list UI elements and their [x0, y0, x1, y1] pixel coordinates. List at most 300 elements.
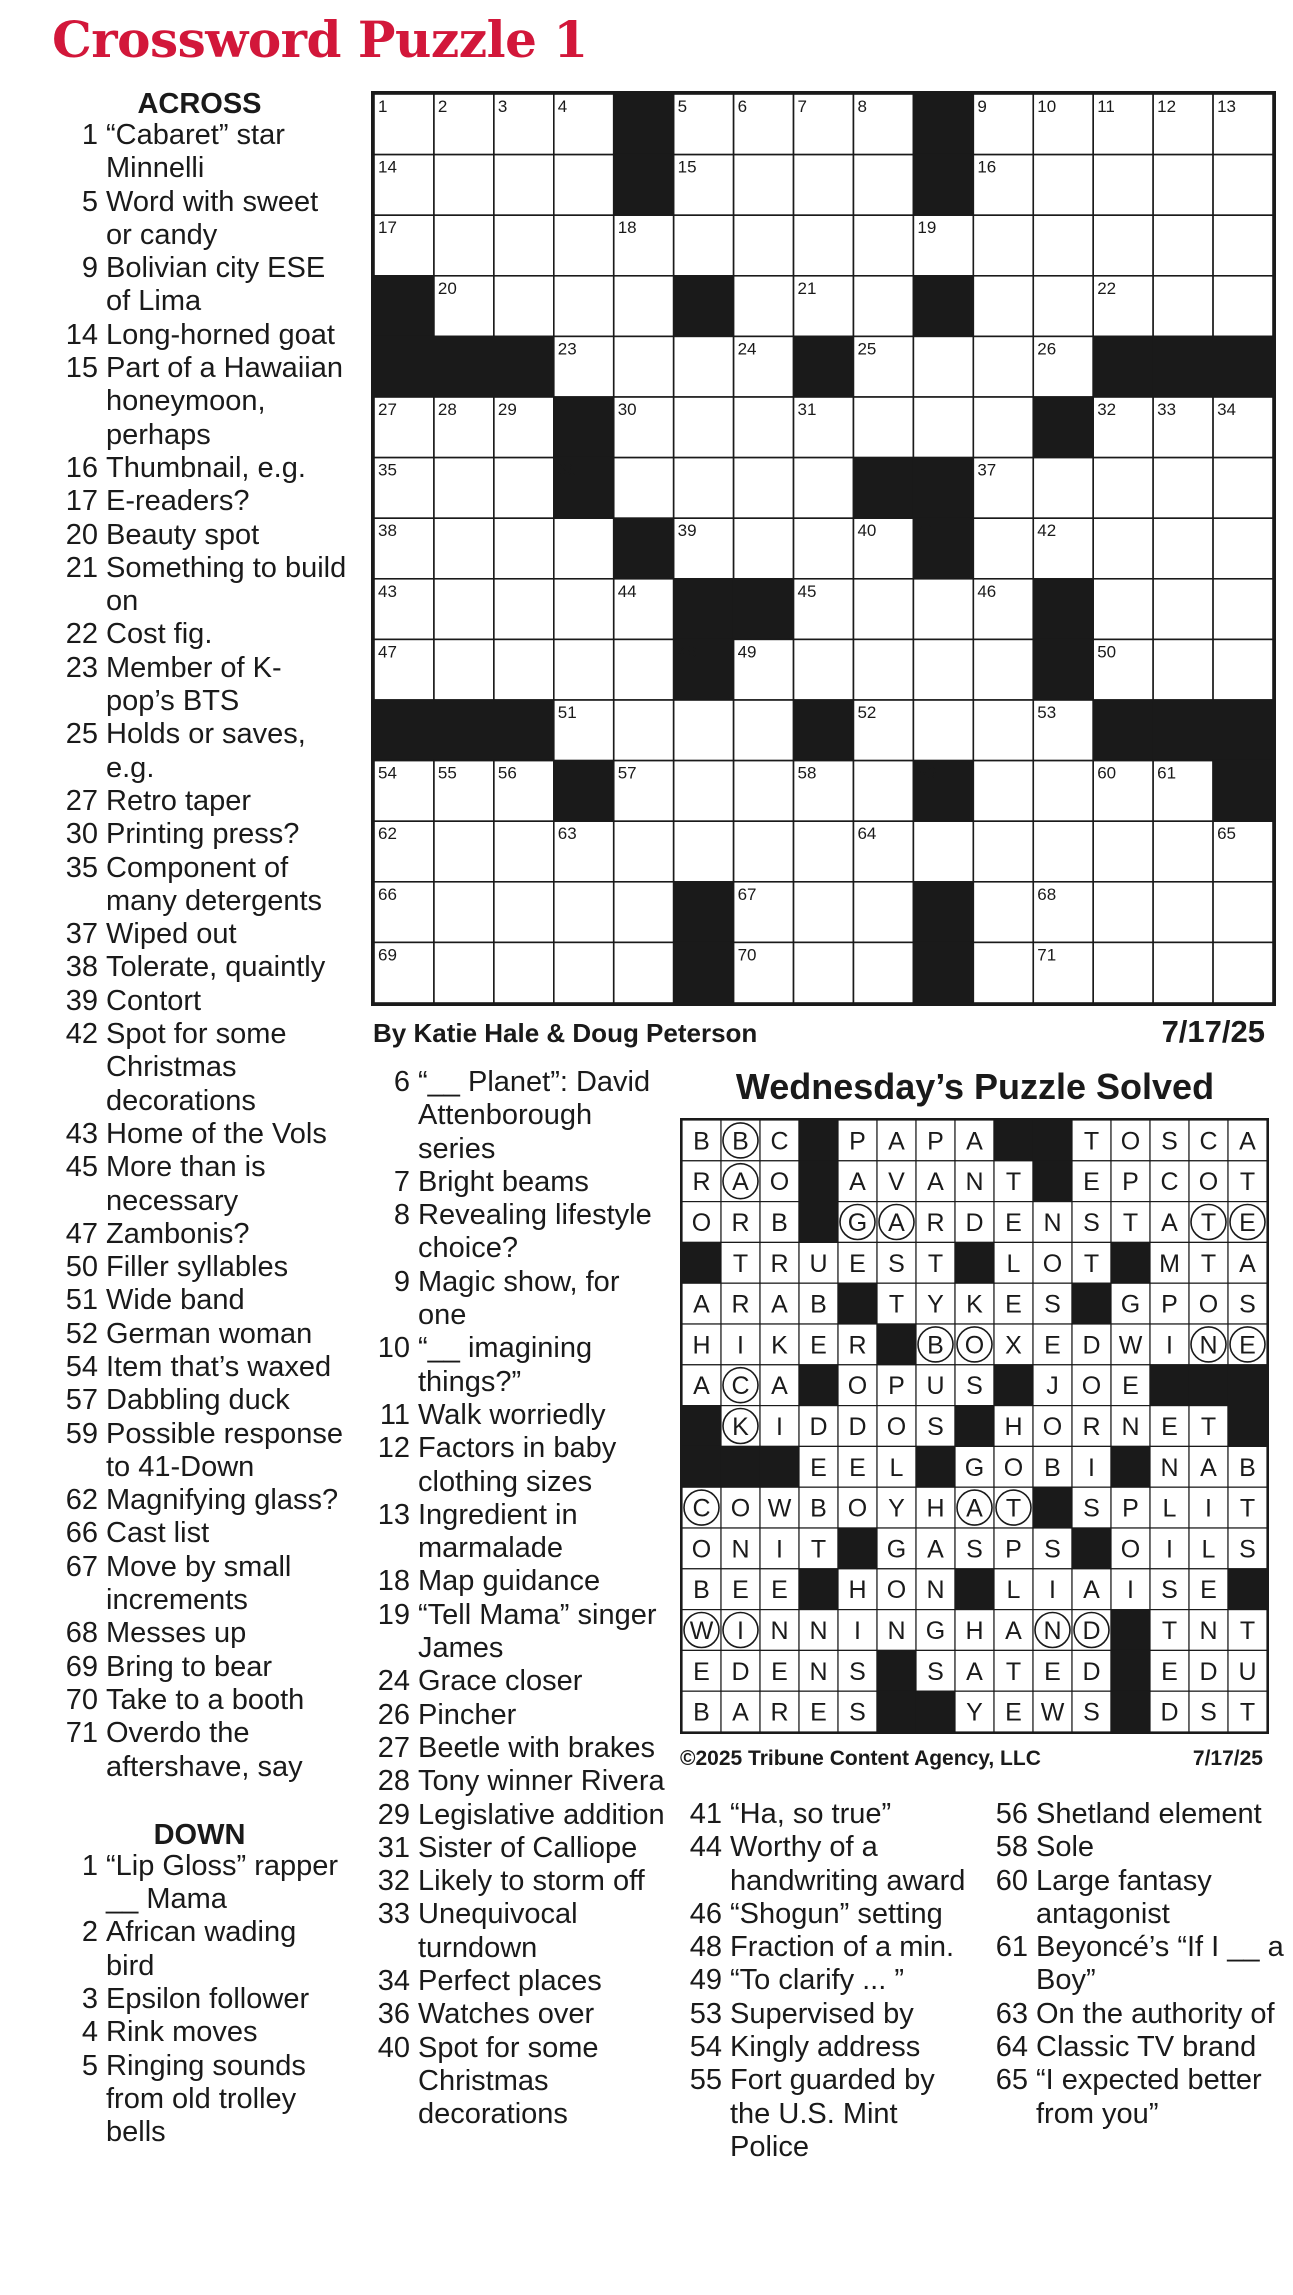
solution-letter: O: [847, 1494, 868, 1523]
grid-cell[interactable]: [674, 458, 734, 519]
clue-number: 67: [65, 1550, 98, 1583]
clue-item: [370, 1066, 670, 1166]
solution-letter: I: [1166, 1535, 1173, 1564]
clue-item: [52, 718, 347, 785]
clue-item: [52, 1351, 347, 1384]
clue-text: Revealing lifestyle choice?: [418, 1199, 652, 1265]
down-clues-column-4: [986, 1798, 1286, 2131]
grid-cell[interactable]: [434, 579, 494, 640]
solution-black-square: [955, 1242, 994, 1283]
grid-cell[interactable]: [913, 336, 973, 397]
clue-item: [370, 1332, 670, 1399]
clue-number: 22: [65, 618, 98, 651]
cell-number: 65: [1217, 824, 1236, 844]
grid-cell[interactable]: [674, 397, 734, 458]
cell-number: 2: [437, 97, 448, 116]
grid-cell[interactable]: [794, 458, 854, 519]
grid-cell[interactable]: [1093, 579, 1153, 640]
solution-letter: I: [1205, 1494, 1212, 1523]
grid-cell[interactable]: [1033, 155, 1093, 216]
grid-cell[interactable]: [554, 155, 614, 216]
grid-cell[interactable]: [554, 276, 614, 337]
grid-cell[interactable]: [434, 215, 494, 276]
clue-item: [986, 2031, 1286, 2064]
grid-cell[interactable]: [853, 761, 913, 822]
grid-cell[interactable]: [913, 700, 973, 761]
clue-text: Printing press?: [106, 818, 300, 851]
grid-cell[interactable]: [1153, 579, 1213, 640]
grid-cell[interactable]: [973, 882, 1033, 943]
down-heading: DOWN: [153, 1818, 246, 1851]
clue-text: Spot for some Christmas decorations: [418, 2031, 599, 2131]
solution-letter: O: [691, 1535, 712, 1564]
clue-number: 37: [65, 918, 98, 951]
grid-cell[interactable]: [794, 882, 854, 943]
clue-number: 17: [65, 485, 98, 518]
grid-cell[interactable]: [1213, 518, 1273, 579]
solution-letter: S: [1044, 1535, 1061, 1564]
grid-cell[interactable]: [734, 821, 794, 882]
grid-cell[interactable]: [794, 639, 854, 700]
grid-cell[interactable]: [794, 155, 854, 216]
solution-letter: T: [732, 1249, 749, 1278]
clue-text: “__ imagining things?”: [418, 1332, 593, 1398]
clue-text: Retro taper: [106, 784, 252, 817]
black-square: [1033, 397, 1093, 458]
grid-cell[interactable]: [1093, 518, 1153, 579]
clue-number: 16: [65, 451, 98, 484]
grid-cell[interactable]: [494, 579, 554, 640]
grid-cell[interactable]: [674, 336, 734, 397]
clue-number: 41: [689, 1798, 722, 1830]
solution-letter: O: [847, 1372, 868, 1401]
grid-cell[interactable]: [1213, 942, 1273, 1003]
grid-cell[interactable]: [554, 882, 614, 943]
solution-letter: W: [689, 1617, 714, 1645]
clue-item: [52, 1218, 347, 1251]
cell-number: 48: [677, 642, 697, 662]
clue-number: 32: [377, 1865, 410, 1898]
black-square: [913, 155, 973, 216]
clue-item: [52, 1318, 347, 1351]
cell-number: 60: [1097, 763, 1117, 783]
cell-number: 61: [1157, 763, 1177, 783]
grid-cell[interactable]: [1093, 882, 1153, 943]
clue-number: 66: [65, 1517, 98, 1550]
solution-letter: B: [810, 1290, 827, 1319]
grid-cell[interactable]: [973, 215, 1033, 276]
cell-number: 68: [1037, 884, 1057, 904]
clue-text: Holds or saves, e.g.: [106, 718, 306, 784]
cell-number: 31: [797, 400, 817, 419]
solution-letter: J: [1046, 1372, 1059, 1401]
solution-letter: B: [693, 1127, 710, 1156]
clue-number: 21: [65, 551, 98, 584]
clue-text: Move by small increments: [106, 1550, 292, 1617]
clue-number: 54: [65, 1350, 98, 1383]
solution-letter: A: [888, 1127, 905, 1156]
clue-item: [52, 1850, 347, 1917]
solution-letter: E: [1005, 1290, 1022, 1319]
clue-number: 46: [689, 1897, 722, 1930]
grid-cell[interactable]: [1153, 155, 1213, 216]
grid-cell[interactable]: [1153, 215, 1213, 276]
solution-letter: A: [693, 1290, 710, 1319]
solution-letter: O: [1081, 1372, 1102, 1401]
clue-item: [52, 1284, 347, 1317]
clue-number: 45: [65, 1151, 98, 1184]
grid-cell[interactable]: [853, 942, 913, 1003]
solution-letter: U: [926, 1372, 945, 1401]
clue-number: 10: [377, 1332, 410, 1365]
solution-letter: E: [1044, 1657, 1061, 1686]
clue-item: [52, 1418, 347, 1485]
grid-cell[interactable]: [734, 761, 794, 822]
grid-cell[interactable]: [734, 518, 794, 579]
black-square: [1213, 336, 1273, 397]
grid-cell[interactable]: [853, 155, 913, 216]
solution-letter: T: [1005, 1657, 1022, 1686]
clue-item: [986, 1831, 1286, 1864]
grid-cell[interactable]: [614, 458, 674, 519]
cell-number: 15: [677, 157, 697, 177]
grid-cell[interactable]: [554, 215, 614, 276]
grid-cell[interactable]: [1153, 639, 1213, 700]
clue-text: “Tell Mama” singer James: [418, 1598, 657, 1665]
grid-cell[interactable]: [973, 276, 1033, 337]
grid-cell[interactable]: [1093, 215, 1153, 276]
clue-number: 7: [393, 1165, 410, 1198]
grid-cell[interactable]: [1153, 276, 1213, 337]
clue-item: [986, 1931, 1286, 1998]
grid-cell[interactable]: [853, 639, 913, 700]
solution-letter: D: [1199, 1657, 1218, 1686]
grid-cell[interactable]: [1213, 215, 1273, 276]
clue-number: 19: [377, 1598, 410, 1631]
grid-cell[interactable]: [614, 700, 674, 761]
cell-number: 63: [557, 824, 577, 844]
grid-cell[interactable]: [1213, 155, 1273, 216]
solution-letter: H: [848, 1576, 867, 1605]
black-square: [1033, 579, 1093, 640]
grid-cell[interactable]: [1033, 761, 1093, 822]
clue-number: 6: [393, 1066, 410, 1098]
solution-black-square: [994, 1365, 1033, 1406]
clue-item: [52, 1983, 347, 2016]
clue-text: Bring to bear: [106, 1650, 273, 1683]
black-square: [1033, 639, 1093, 700]
solution-letter: P: [1005, 1535, 1022, 1564]
grid-cell[interactable]: [794, 518, 854, 579]
clue-item: [52, 2016, 347, 2049]
grid-cell[interactable]: [853, 579, 913, 640]
solution-letter: E: [1239, 1331, 1256, 1360]
clue-text: Watches over: [418, 1998, 595, 2031]
grid-cell[interactable]: [913, 397, 973, 458]
grid-cell[interactable]: [614, 639, 674, 700]
solution-letter: T: [1005, 1494, 1022, 1523]
solution-letter: W: [1118, 1331, 1143, 1360]
clue-item: [52, 485, 347, 518]
grid-cell[interactable]: [554, 942, 614, 1003]
solution-black-square: [1033, 1487, 1072, 1528]
solution-letter: N: [1043, 1617, 1062, 1645]
grid-cell[interactable]: [1033, 215, 1093, 276]
grid-cell[interactable]: [1213, 458, 1273, 519]
grid-cell[interactable]: [434, 518, 494, 579]
solution-black-square: [1111, 1446, 1150, 1487]
clue-text: Filler syllables: [106, 1251, 289, 1284]
clue-number: 49: [689, 1964, 722, 1997]
grid-cell[interactable]: [494, 882, 554, 943]
clue-item: [52, 951, 347, 984]
clue-item: [52, 1717, 347, 1784]
grid-cell[interactable]: [794, 215, 854, 276]
grid-cell[interactable]: [1213, 882, 1273, 943]
grid-cell[interactable]: [1093, 458, 1153, 519]
black-square: [913, 942, 973, 1003]
grid-cell[interactable]: [434, 882, 494, 943]
grid-cell[interactable]: [794, 821, 854, 882]
solution-letter: I: [737, 1331, 744, 1360]
solution-letter: E: [849, 1249, 866, 1278]
grid-cell[interactable]: [1093, 821, 1153, 882]
cell-number: 30: [617, 400, 637, 419]
grid-cell[interactable]: [1153, 882, 1213, 943]
solution-letter: Y: [927, 1290, 944, 1319]
solution-letter: O: [730, 1494, 751, 1523]
grid-cell[interactable]: [614, 942, 674, 1003]
clue-number: 62: [65, 1484, 98, 1517]
clue-number: 27: [65, 784, 98, 817]
solution-letter: S: [927, 1413, 944, 1441]
clue-text: “Shogun” setting: [730, 1897, 943, 1930]
solution-letter: B: [927, 1331, 944, 1360]
grid-cell[interactable]: [973, 639, 1033, 700]
grid-cell[interactable]: [973, 336, 1033, 397]
black-square: [494, 700, 554, 761]
solution-letter: S: [1200, 1698, 1217, 1727]
clue-text: Tolerate, quaintly: [106, 951, 326, 984]
solution-letter: C: [731, 1372, 750, 1401]
clue-item: [52, 1551, 347, 1618]
grid-cell[interactable]: [1093, 155, 1153, 216]
solution-black-square: [916, 1691, 955, 1732]
solution-black-square: [994, 1120, 1033, 1161]
cell-number: 59: [917, 763, 937, 783]
solution-letter: A: [849, 1168, 866, 1197]
grid-cell[interactable]: [674, 700, 734, 761]
clue-text: Supervised by: [730, 1997, 914, 2030]
cell-number: 6: [737, 97, 748, 116]
clue-item: [370, 1565, 670, 1598]
clue-number: 55: [689, 2064, 722, 2097]
solution-letter: A: [927, 1168, 944, 1197]
clue-item: [52, 618, 347, 651]
grid-cell[interactable]: [734, 397, 794, 458]
clue-number: 2: [81, 1916, 98, 1949]
cell-number: 49: [737, 642, 757, 662]
clue-text: Magnifying glass?: [106, 1484, 339, 1517]
grid-cell[interactable]: [674, 761, 734, 822]
grid-cell[interactable]: [494, 942, 554, 1003]
grid-cell[interactable]: [614, 276, 674, 337]
clue-number: 43: [65, 1117, 98, 1150]
solution-letter: S: [1083, 1209, 1100, 1237]
puzzle-date: 7/17/25: [1161, 1014, 1265, 1049]
grid-cell[interactable]: [674, 821, 734, 882]
grid-cell[interactable]: [494, 518, 554, 579]
solution-letter: T: [1122, 1209, 1139, 1237]
grid-cell[interactable]: [973, 942, 1033, 1003]
grid-cell[interactable]: [434, 639, 494, 700]
grid-cell[interactable]: [554, 518, 614, 579]
clue-item: [370, 1499, 670, 1566]
clue-number: 35: [65, 851, 98, 884]
solution-black-square: [838, 1528, 877, 1569]
clue-number: 50: [65, 1251, 98, 1284]
clue-number: 5: [81, 185, 98, 218]
grid-cell[interactable]: [913, 821, 973, 882]
solution-letter: I: [1088, 1453, 1095, 1482]
grid-cell[interactable]: [853, 215, 913, 276]
clue-number: 63: [995, 1997, 1028, 2030]
solution-black-square: [799, 1120, 838, 1161]
clue-item: [680, 1964, 980, 1997]
clue-number: 54: [689, 2031, 722, 2064]
cell-number: 35: [378, 460, 397, 480]
grid-cell[interactable]: [614, 336, 674, 397]
grid-cell[interactable]: [434, 458, 494, 519]
clue-number: 68: [65, 1617, 98, 1650]
grid-cell[interactable]: [1153, 942, 1213, 1003]
grid-cell[interactable]: [554, 579, 614, 640]
solution-date: 7/17/25: [1192, 1747, 1263, 1770]
solution-letter: O: [1198, 1168, 1219, 1197]
grid-cell[interactable]: [494, 639, 554, 700]
solution-letter: M: [1159, 1249, 1180, 1278]
black-square: [674, 579, 734, 640]
clue-text: Unequivocal turndown: [418, 1898, 578, 1964]
grid-cell[interactable]: [1033, 458, 1093, 519]
solution-letter: S: [1044, 1290, 1061, 1319]
grid-cell[interactable]: [734, 155, 794, 216]
grid-cell[interactable]: [494, 458, 554, 519]
solution-letter: U: [809, 1249, 828, 1278]
solution-letter: T: [1239, 1494, 1256, 1523]
grid-cell[interactable]: [853, 276, 913, 337]
solution-letter: G: [847, 1209, 868, 1237]
grid-cell[interactable]: [614, 821, 674, 882]
solution-black-square: [682, 1242, 721, 1283]
grid-cell[interactable]: [1153, 821, 1213, 882]
grid-cell[interactable]: [494, 821, 554, 882]
clue-number: 33: [377, 1898, 410, 1931]
grid-cell[interactable]: [1153, 518, 1213, 579]
clue-text: Epsilon follower: [106, 1983, 310, 2016]
down-clue-list-col1: [52, 1850, 347, 2150]
grid-cell[interactable]: [734, 458, 794, 519]
cell-number: 17: [378, 218, 397, 238]
clue-number: 38: [65, 951, 98, 984]
grid-cell[interactable]: [913, 639, 973, 700]
solution-letter: W: [767, 1494, 792, 1523]
clue-number: 48: [689, 1931, 722, 1964]
grid-cell[interactable]: [1033, 276, 1093, 337]
grid-cell[interactable]: [1213, 639, 1273, 700]
solution-letter: Y: [888, 1494, 905, 1523]
grid-cell[interactable]: [1153, 458, 1213, 519]
grid-cell[interactable]: [494, 155, 554, 216]
clue-number: 3: [81, 1983, 98, 2016]
grid-cell[interactable]: [1033, 821, 1093, 882]
grid-cell[interactable]: [734, 215, 794, 276]
solution-letter: T: [1239, 1617, 1256, 1645]
grid-cell[interactable]: [973, 397, 1033, 458]
grid-cell[interactable]: [734, 276, 794, 337]
grid-cell[interactable]: [973, 761, 1033, 822]
grid-cell[interactable]: [434, 821, 494, 882]
clue-number: 51: [65, 1284, 98, 1317]
cell-number: 8: [857, 97, 867, 116]
solution-letter: E: [1161, 1413, 1178, 1441]
clue-number: 5: [81, 2049, 98, 2082]
down-clue-list-col4: [986, 1798, 1286, 2131]
grid-cell[interactable]: [853, 882, 913, 943]
grid-cell[interactable]: [973, 518, 1033, 579]
solution-letter: G: [925, 1617, 946, 1645]
solution-letter: K: [732, 1413, 749, 1441]
grid-cell[interactable]: [494, 276, 554, 337]
across-heading: ACROSS: [137, 88, 262, 120]
grid-cell[interactable]: [1093, 942, 1153, 1003]
solution-letter: P: [1122, 1494, 1139, 1523]
grid-cell[interactable]: [794, 942, 854, 1003]
cell-number: 45: [797, 581, 817, 601]
grid-cell[interactable]: [1213, 579, 1273, 640]
clue-item: [52, 818, 347, 851]
solution-letter: B: [693, 1576, 710, 1605]
grid-cell[interactable]: [614, 882, 674, 943]
clue-text: Factors in baby clothing sizes: [418, 1432, 617, 1498]
solution-letter: R: [731, 1290, 750, 1319]
grid-cell[interactable]: [434, 155, 494, 216]
grid-cell[interactable]: [913, 579, 973, 640]
grid-cell[interactable]: [674, 215, 734, 276]
clue-item: [52, 119, 347, 186]
solution-letter: I: [1166, 1331, 1173, 1360]
grid-cell[interactable]: [973, 700, 1033, 761]
solution-letter: A: [1239, 1249, 1256, 1278]
cell-number: 23: [557, 339, 577, 359]
grid-cell[interactable]: [1213, 276, 1273, 337]
clue-item: [52, 1617, 347, 1650]
solution-letter: T: [1239, 1168, 1256, 1197]
clue-text: Map guidance: [418, 1565, 601, 1598]
grid-cell[interactable]: [853, 397, 913, 458]
grid-cell[interactable]: [494, 215, 554, 276]
grid-cell[interactable]: [434, 942, 494, 1003]
grid-cell[interactable]: [973, 821, 1033, 882]
clue-number: 69: [65, 1650, 98, 1683]
grid-cell[interactable]: [554, 639, 614, 700]
solution-letter: L: [1006, 1576, 1021, 1605]
clue-item: [52, 785, 347, 818]
grid-cell[interactable]: [734, 700, 794, 761]
clue-number: 26: [377, 1698, 410, 1731]
clue-text: Wiped out: [106, 918, 237, 951]
clue-item: [986, 2064, 1286, 2131]
